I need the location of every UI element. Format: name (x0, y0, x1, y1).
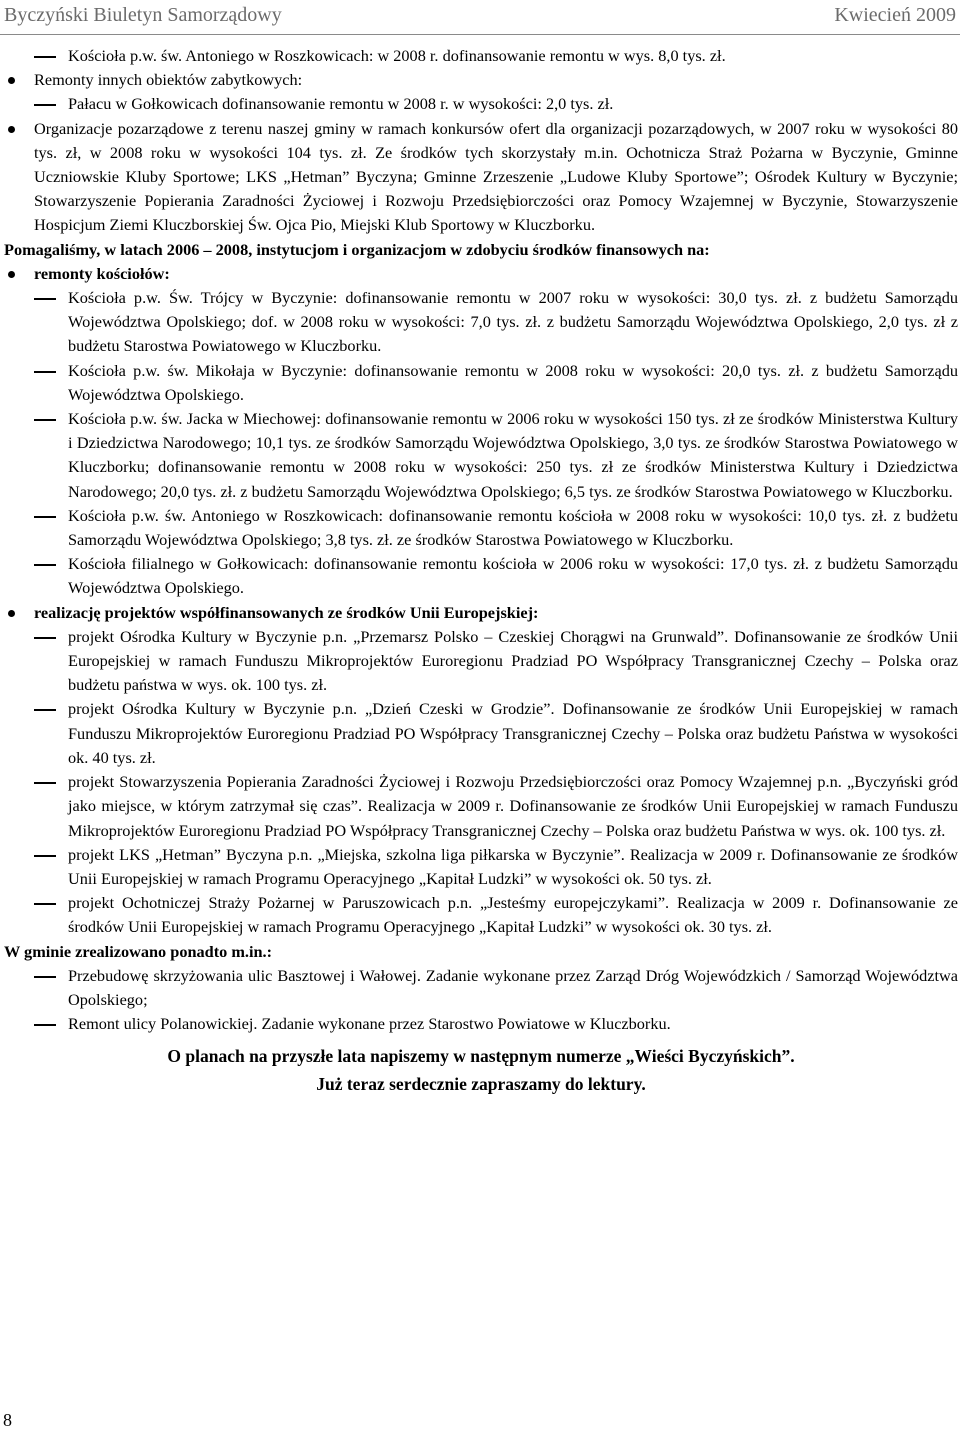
closing-line: O planach na przyszłe lata napiszemy w następnym numerze „Wieści Byczyńskich”. (167, 1046, 795, 1067)
article-body (4, 44, 958, 1098)
dash-list-item: Kościoła p.w. Św. Trójcy w Byczynie: dofinansowanie remontu w 2007 roku w wysokości: 30,0 tys. zł. z budżetu Samorządu Województwa Opolskiego; dof. w 2008 roku w wysokości: 7,0 tys. zł. z budżetu Samorządu Województwa Opolskiego, 2,0 tys. zł z budżetu Starostwa Powiatowego w Kluczborku. (4, 286, 958, 359)
bullet-list-item: Remonty innych obiektów zabytkowych: (4, 68, 958, 92)
dash-list-item: projekt Ośrodka Kultury w Byczynie p.n. „Dzień Czeski w Grodzie”. Dofinansowanie ze środków Unii Europejskiej w ramach Funduszu Mikroprojektów Euroregionu Pradziad PO Współpracy Transgranicznej Czechy – Polska oraz budżetu Państwa w wysokości ok. 40 tys. zł. (4, 697, 958, 770)
paragraph: W gminie zrealizowano ponadto m.in.: (4, 941, 273, 961)
dash-list-item: projekt Ochotniczej Straży Pożarnej w Paruszowicach p.n. „Jesteśmy europejczykami”. Realizacja w 2009 r. Dofinansowanie ze środków Unii Europejskiej w ramach Programu Operacyjnego „Kapitał Ludzki” w wysokości ok. 30 tys. zł. (4, 891, 958, 939)
dash-list-item: Kościoła p.w. św. Antoniego w Roszkowicach: dofinansowanie remontu kościoła w 2008 roku w wysokości: 10,0 tys. zł. z budżetu Samorządu Województwa Opolskiego; 3,8 tys. zł. ze środków Starostwa Powiatowego w Kluczborku. (4, 504, 958, 552)
dash-list-item: projekt Ośrodka Kultury w Byczynie p.n. „Przemarsz Polsko – Czeskiej Chorągwi na Grunwald”. Dofinansowanie ze środków Unii Europejskiej w ramach Funduszu Mikroprojektów Euroregionu Pradziad PO Współpracy Transgranicznej Czechy – Polska oraz budżetu państwa w wys. ok. 100 tys. zł. (4, 625, 958, 698)
bullet-list-item: Organizacje pozarządowe z terenu naszej gminy w ramach konkursów ofert dla organizacji pozarządowych, w 2007 roku w wysokości 80 tys. zł, w 2008 roku w wysokości 104 tys. zł. Ze środków tych skorzystały m.in. Ochotnicza Straż Pożarna w Byczynie, Gminne Uczniowskie Kluby Sportowe; LKS „Hetman” Byczyna; Gminne Zrzeszenie „Ludowe Kluby Sportowe”; Ośrodek Kultury w Byczynie; Stowarzyszenie Popierania Zaradności Życiowej i Rozwoju Przedsiębiorczości oraz Pomocy Wzajemnej w Byczynie, Stowarzyszenie Hospicjum Ziemi Kluczborskiej Św. Ojca Pio, Miejski Klub Sportowy w Kluczborku. (4, 117, 958, 238)
bullet-list-item: realizację projektów współfinansowanych ze środków Unii Europejskiej: (4, 601, 958, 625)
dash-list-item: Kościoła p.w. św. Jacka w Miechowej: dofinansowanie remontu w 2006 roku w wysokości 150 tys. zł ze środków Ministerstwa Kultury i Dziedzictwa Narodowego; 10,1 tys. ze środków Samorządu Województwa Opolskiego, 3,0 tys. ze środków Starostwa Powiatowego w Kluczborku; dofinansowanie remontu w 2008 roku w wysokości: 250 tys. zł ze środków Ministerstwa Kultury i Dziedzictwa Narodowego; 20,0 tys. zł. z budżetu Samorządu Województwa Opolskiego; 6,5 tys. ze środków Starostwa Powiatowego w Kluczborku. (4, 407, 958, 504)
bullet-list-item: remonty kościołów: (4, 262, 958, 286)
publication-title: Byczyński Biuletyn Samorządowy (4, 4, 282, 26)
dash-list-item: Remont ulicy Polanowickiej. Zadanie wykonane przez Starostwo Powiatowe w Kluczborku. (4, 1012, 958, 1036)
issue-date: Kwiecień 2009 (834, 4, 956, 26)
dash-list-item: Kościoła p.w. św. Mikołaja w Byczynie: dofinansowanie remontu w 2008 roku w wysokości: 20,0 tys. zł. z budżetu Samorządu Województwa Opolskiego. (4, 359, 958, 407)
dash-list-item: Pałacu w Gołkowicach dofinansowanie remontu w 2008 r. w wysokości: 2,0 tys. zł. (4, 92, 958, 116)
paragraph: Pomagaliśmy, w latach 2006 – 2008, instytucjom i organizacjom w zdobyciu środków finansowych na: (4, 239, 710, 259)
dash-list-item: projekt Stowarzyszenia Popierania Zaradności Życiowej i Rozwoju Przedsiębiorczości oraz Pomocy Wzajemnej p.n. „Byczyński gród jako miejsce, w którym zatrzymał się czas”. Realizacja w 2009 r. Dofinansowanie ze środków Unii Europejskiej w ramach Funduszu Mikroprojektów Euroregionu Pradziad PO Współpracy Transgranicznej Czechy – Polska oraz budżetu Państwa w wys. ok. 100 tys. zł. (4, 770, 958, 843)
page-header (0, 0, 960, 35)
dash-list-item: Kościoła filialnego w Gołkowicach: dofinansowanie remontu kościoła w 2006 roku w wysokości: 17,0 tys. zł. z budżetu Samorządu Województwa Opolskiego. (4, 552, 958, 600)
dash-list-item: Przebudowę skrzyżowania ulic Basztowej i Wałowej. Zadanie wykonane przez Zarząd Dróg Wojewódzkich / Samorząd Województwa Opolskiego; (4, 964, 958, 1012)
dash-list-item: projekt LKS „Hetman” Byczyna p.n. „Miejska, szkolna liga piłkarska w Byczynie”. Realizacja w 2009 r. Dofinansowanie ze środków Unii Europejskiej w ramach Programu Operacyjnego „Kapitał Ludzki” w wysokości ok. 50 tys. zł. (4, 843, 958, 891)
page-number: 8 (3, 1410, 12, 1430)
closing-line: Już teraz serdecznie zapraszamy do lektury. (316, 1074, 646, 1095)
dash-list-item: Kościoła p.w. św. Antoniego w Roszkowicach: w 2008 r. dofinansowanie remontu w wys. 8,0 tys. zł. (4, 44, 958, 68)
